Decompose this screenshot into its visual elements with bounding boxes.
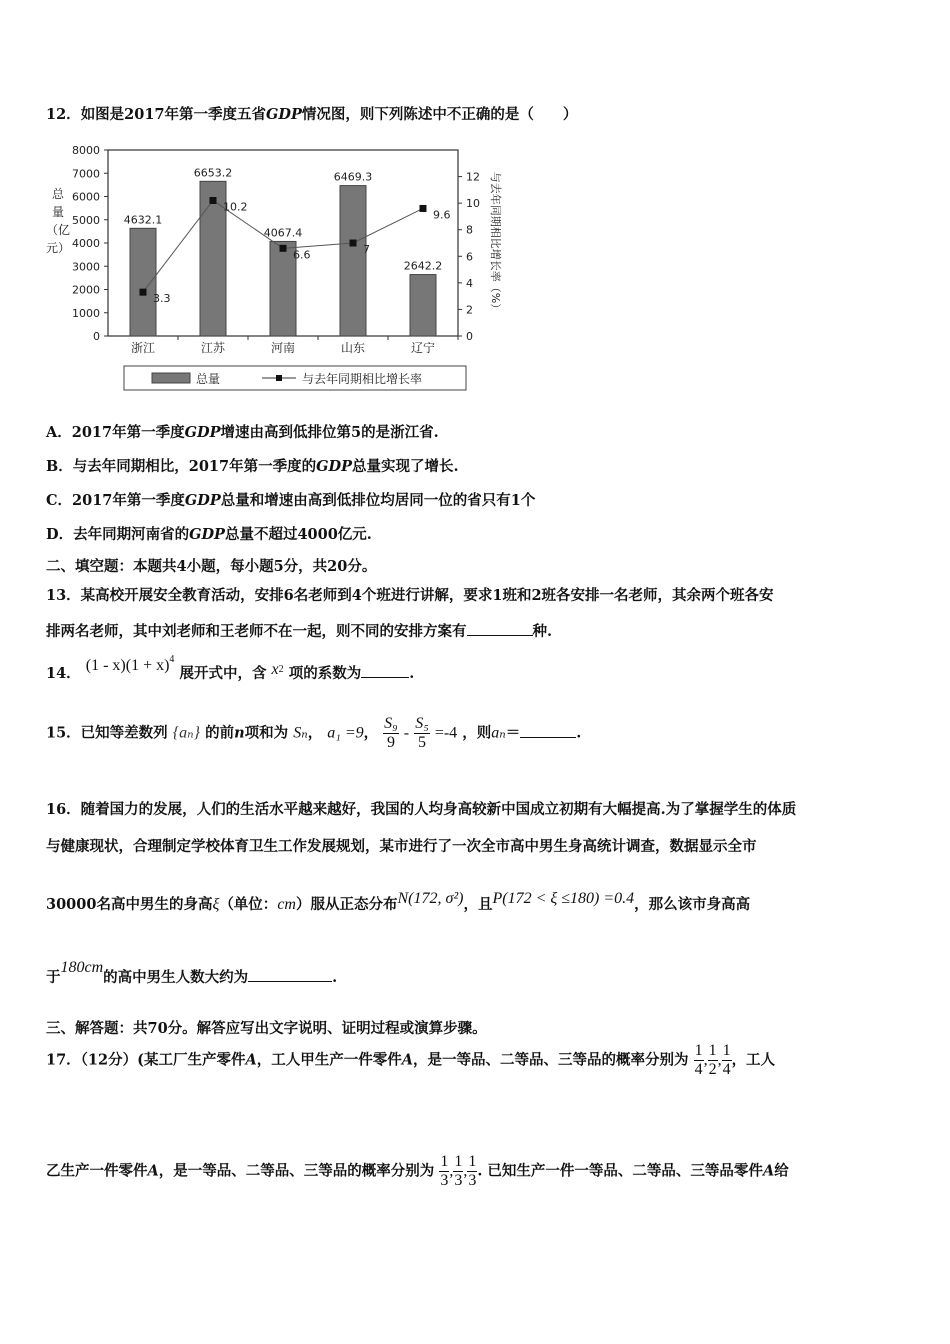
- fraction-1-4-b: $\frac{1}{4}$: [722, 1042, 731, 1078]
- q13-line-2: 排两名老师，其中刘老师和王老师不在一起，则不同的安排方案有 种.: [46, 623, 553, 640]
- right-tick-label: 6: [466, 250, 473, 264]
- q16-line-3: 30000名高中男生的身高ξ（单位：cm）服从正态分布N(172, σ²)，且P(172 < ξ ≤180) =0.4，那么该市身高高: [46, 890, 751, 913]
- right-tick-label: 0: [466, 330, 473, 343]
- fraction-1-3-c: $\frac{1}{3}$: [468, 1153, 477, 1189]
- gdp-chart: [40, 138, 520, 398]
- growth-rate-marker: [420, 205, 427, 212]
- right-axis-title: 与去年同期相比增长率（%）: [489, 171, 502, 315]
- q12-option-a: A．2017年第一季度GDP增速由高到低排位第5的是浙江省.: [46, 424, 439, 441]
- category-label: 河南: [270, 341, 296, 355]
- q14: 14． $(1 - x)(1 + x)^4$ 展开式中，含 $x^2$ 项的系数为 .: [46, 654, 415, 682]
- q12-option-b: B．与去年同期相比，2017年第一季度的GDP总量实现了增长.: [46, 458, 459, 475]
- q17-line-2: 乙生产一件零件A，是一等品、二等品、三等品的概率分别为 $\frac{1}{3}$ , $\frac{1}{3}$ , $\frac{1}{3}$ . 已知生产一件一等品、二等品、三等品零件A给: [46, 1153, 789, 1189]
- category-label: 山东: [340, 341, 366, 355]
- right-tick-label: 4: [466, 276, 473, 290]
- q12-option-c: C．2017年第一季度GDP总量和增速由高到低排位均居同一位的省只有1个: [46, 492, 536, 509]
- category-label: 辽宁: [410, 341, 436, 355]
- q16-line-1: 16．随着国力的发展，人们的生活水平越来越好，我国的人均身高较新中国成立初期有大幅提高.为了掌握学生的体质: [46, 801, 797, 818]
- q16-line-2: 与健康现状，合理制定学校体育卫生工作发展规划，某市进行了一次全市高中男生身高统计调查，数据显示全市: [46, 838, 757, 855]
- section-2-heading: 二、填空题：本题共4小题，每小题5分，共20分。: [46, 558, 377, 575]
- left-tick-label: 7000: [72, 167, 100, 181]
- bar-山东: [340, 186, 366, 336]
- q13-answer-blank: [467, 621, 533, 636]
- left-tick-label: 8000: [72, 144, 100, 157]
- left-tick-label: 4000: [72, 237, 100, 250]
- bar-value-label: 6469.3: [333, 170, 373, 184]
- fraction-1-4-a: $\frac{1}{4}$: [694, 1042, 703, 1078]
- q17-line-1: 17．（12分）(某工厂生产零件A，工人甲生产一件零件A，是一等品、二等品、三等品的概率分别为 $\frac{1}{4}$ , $\frac{1}{2}$ , $\frac{1}{4}$ ，工人: [46, 1042, 776, 1078]
- bar-value-label: 6653.2: [193, 166, 233, 180]
- left-tick-label: 6000: [72, 190, 100, 204]
- q12-stem: 12．如图是2017年第一季度五省GDP情况图，则下列陈述中不正确的是（ ）: [46, 106, 578, 123]
- fraction-1-3-b: $\frac{1}{3}$: [454, 1153, 463, 1189]
- legend-bar-label: 总量: [196, 372, 221, 386]
- q13-line-1: 13．某高校开展安全教育活动，安排6名老师到4个班进行讲解，要求1班和2班各安排一名老师，其余两个班各安: [46, 587, 774, 604]
- bar-value-label: 2642.2: [403, 259, 443, 273]
- left-axis-title: 总: [51, 187, 65, 201]
- q16-answer-blank: [248, 967, 332, 982]
- growth-rate-marker: [210, 197, 217, 204]
- left-tick-label: 0: [93, 330, 100, 343]
- q16-line-4: 于180cm的高中男生人数大约为 .: [46, 959, 338, 986]
- q15-answer-blank: [520, 723, 576, 738]
- growth-rate-label: 9.6: [433, 208, 451, 222]
- fraction-s9-over-9: $\frac{\text{S₉}}{9}$: [384, 715, 398, 751]
- bar-value-label: 4632.1: [123, 213, 163, 227]
- growth-rate-marker: [350, 240, 357, 247]
- left-tick-label: 1000: [72, 306, 100, 320]
- growth-rate-marker: [280, 245, 287, 252]
- left-axis-title: 元）: [45, 241, 71, 255]
- legend-bar-swatch: [152, 373, 190, 383]
- growth-rate-marker: [140, 289, 147, 296]
- legend-line-label: 与去年同期相比增长率: [302, 372, 423, 386]
- fraction-s5-over-5: $\frac{\text{S₅}}{5}$: [415, 715, 429, 751]
- left-axis-title: （亿: [45, 223, 71, 237]
- q12-option-d: D．去年同期河南省的GDP总量不超过4000亿元.: [46, 526, 372, 543]
- right-tick-label: 12: [466, 170, 480, 184]
- bar-辽宁: [410, 275, 436, 336]
- left-tick-label: 5000: [72, 213, 100, 227]
- growth-rate-label: 10.2: [223, 200, 248, 214]
- growth-rate-label: 6.6: [293, 248, 311, 262]
- left-axis-title: 量: [51, 205, 65, 219]
- right-tick-label: 2: [466, 303, 473, 317]
- q15: 15．已知等差数列 {aₙ} 的前n项和为 Sₙ， a₁ =9， $\frac{\text{S₉}}{9}$ - $\frac{\text{S₅}}{5}$ =-4 ，则aₙ＝ .: [46, 715, 582, 751]
- left-tick-label: 2000: [72, 283, 100, 297]
- bar-value-label: 4067.4: [263, 226, 303, 240]
- left-tick-label: 3000: [72, 260, 100, 274]
- category-label: 江苏: [200, 341, 226, 355]
- right-tick-label: 8: [466, 223, 473, 237]
- category-label: 浙江: [130, 341, 156, 355]
- legend-line-marker: [276, 375, 282, 381]
- growth-rate-label: 3.3: [153, 292, 171, 306]
- bar-浙江: [130, 228, 156, 336]
- growth-rate-label: 7: [363, 243, 370, 256]
- right-tick-label: 10: [466, 197, 480, 211]
- q14-answer-blank: [361, 663, 409, 678]
- fraction-1-2: $\frac{1}{2}$: [708, 1042, 717, 1078]
- fraction-1-3-a: $\frac{1}{3}$: [440, 1153, 449, 1189]
- section-3-heading: 三、解答题：共70分。解答应写出文字说明、证明过程或演算步骤。: [46, 1020, 487, 1037]
